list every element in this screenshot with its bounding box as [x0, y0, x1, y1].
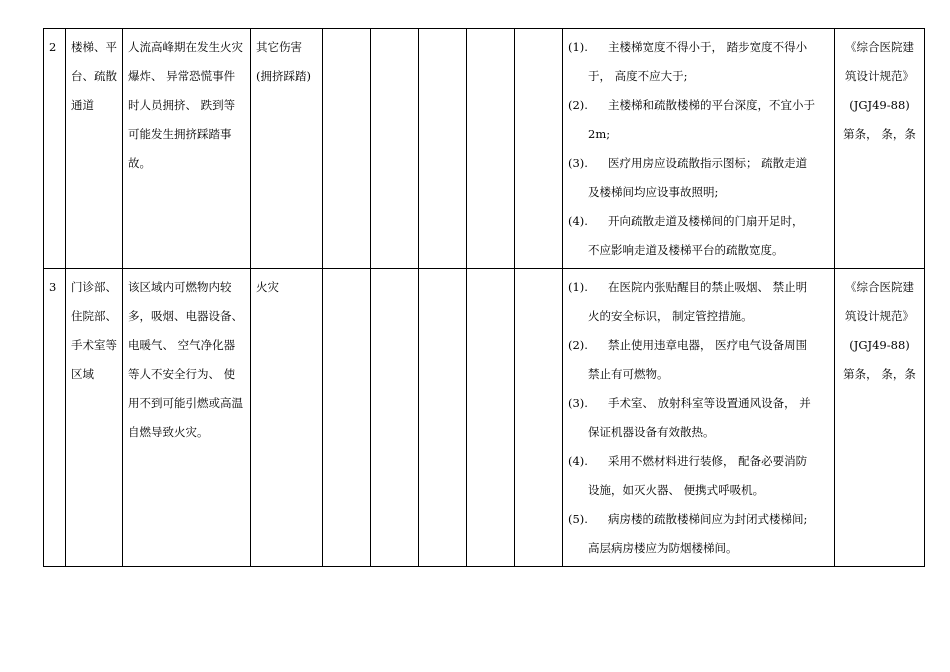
empty-cell	[515, 29, 563, 269]
measure-index: (2).	[568, 98, 588, 112]
table-row	[44, 29, 925, 269]
reference-cell-text: 《综合医院建筑设计规范》 (JGJ49-88) 第条， 条，条	[843, 280, 916, 381]
measure-text: 采用不燃材料进行装修， 配备必要消防	[608, 454, 808, 468]
risk-table-body	[44, 29, 925, 567]
measure-continuation: 禁止有可燃物。	[588, 367, 669, 381]
measure-index: (3).	[568, 396, 588, 410]
measures-cell	[563, 269, 835, 567]
empty-cell	[419, 269, 467, 567]
measure-index: (1).	[568, 40, 588, 54]
measure-continuation: 火的安全标识， 制定管控措施。	[588, 309, 753, 323]
empty-cell	[419, 29, 467, 269]
measure-item	[568, 91, 829, 149]
row-number-cell	[44, 269, 66, 567]
measure-text: 病房楼的疏散楼梯间应为封闭式楼梯间;	[608, 512, 808, 526]
measure-item	[568, 331, 829, 389]
measure-text: 主楼梯宽度不得小于， 踏步宽度不得小	[608, 40, 808, 54]
measure-item	[568, 273, 829, 331]
measure-index: (5).	[568, 512, 588, 526]
row-number-cell-text: 3	[49, 280, 57, 294]
reference-cell	[835, 29, 925, 269]
reference-cell-text: 《综合医院建筑设计规范》 (JGJ49-88) 第条， 条，条	[843, 40, 916, 141]
measure-continuation: 及楼梯间均应设事故照明;	[588, 185, 719, 199]
table-row	[44, 269, 925, 567]
row-number-cell-text: 2	[49, 40, 57, 54]
measure-text: 手术室、 放射科室等设置通风设备， 并	[608, 396, 811, 410]
hazard-cell	[123, 29, 251, 269]
empty-cell	[371, 269, 419, 567]
measure-continuation: 保证机器设备有效散热。	[588, 425, 715, 439]
measures-cell	[563, 29, 835, 269]
measure-continuation: 2m;	[588, 127, 611, 141]
location-cell-text: 门诊部、住院部、手术室等区域	[71, 280, 117, 381]
measure-index: (1).	[568, 280, 588, 294]
measure-index: (4).	[568, 214, 588, 228]
measure-index: (4).	[568, 454, 588, 468]
empty-cell	[467, 29, 515, 269]
hazard-cell-text: 人流高峰期在发生火灾爆炸、 异常恐慌事件时人员拥挤、 跌到等可能发生拥挤踩踏事故。	[128, 40, 243, 170]
measure-text: 禁止使用违章电器， 医疗电气设备周围	[608, 338, 808, 352]
accident-type-cell	[251, 29, 323, 269]
hazard-cell	[123, 269, 251, 567]
accident-type-cell-text: 其它伤害 (拥挤踩踏)	[256, 40, 311, 83]
row-number-cell	[44, 29, 66, 269]
accident-type-cell	[251, 269, 323, 567]
measure-index: (3).	[568, 156, 588, 170]
measure-index: (2).	[568, 338, 588, 352]
empty-cell	[467, 269, 515, 567]
risk-table	[43, 28, 925, 567]
measure-text: 开向疏散走道及楼梯间的门扇开足时，	[608, 214, 804, 228]
accident-type-cell-text: 火灾	[256, 280, 279, 294]
measure-item	[568, 33, 829, 91]
location-cell-text: 楼梯、平台、疏散通道	[71, 40, 117, 112]
measure-item	[568, 149, 829, 207]
reference-cell	[835, 269, 925, 567]
measure-item	[568, 389, 829, 447]
empty-cell	[323, 29, 371, 269]
location-cell	[66, 29, 123, 269]
measure-text: 主楼梯和疏散楼梯的平台深度，不宜小于	[608, 98, 815, 112]
empty-cell	[323, 269, 371, 567]
measure-item	[568, 447, 829, 505]
empty-cell	[371, 29, 419, 269]
measure-continuation: 不应影响走道及楼梯平台的疏散宽度。	[588, 243, 784, 257]
measure-continuation: 于， 高度不应大于;	[588, 69, 688, 83]
measure-continuation: 高层病房楼应为防烟楼梯间。	[588, 541, 738, 555]
measure-item	[568, 505, 829, 563]
location-cell	[66, 269, 123, 567]
measure-text: 在医院内张贴醒目的禁止吸烟、 禁止明	[608, 280, 808, 294]
hazard-cell-text: 该区域内可燃物内较多，吸烟、电器设备、电暖气、 空气净化器等人不安全行为、 使用不到可能引燃或高温自燃导致火灾。	[128, 280, 243, 439]
measure-text: 医疗用房应设疏散指示图标； 疏散走道	[608, 156, 808, 170]
measure-continuation: 设施，如灭火器、 便携式呼吸机。	[588, 483, 765, 497]
empty-cell	[515, 269, 563, 567]
measure-item	[568, 207, 829, 265]
